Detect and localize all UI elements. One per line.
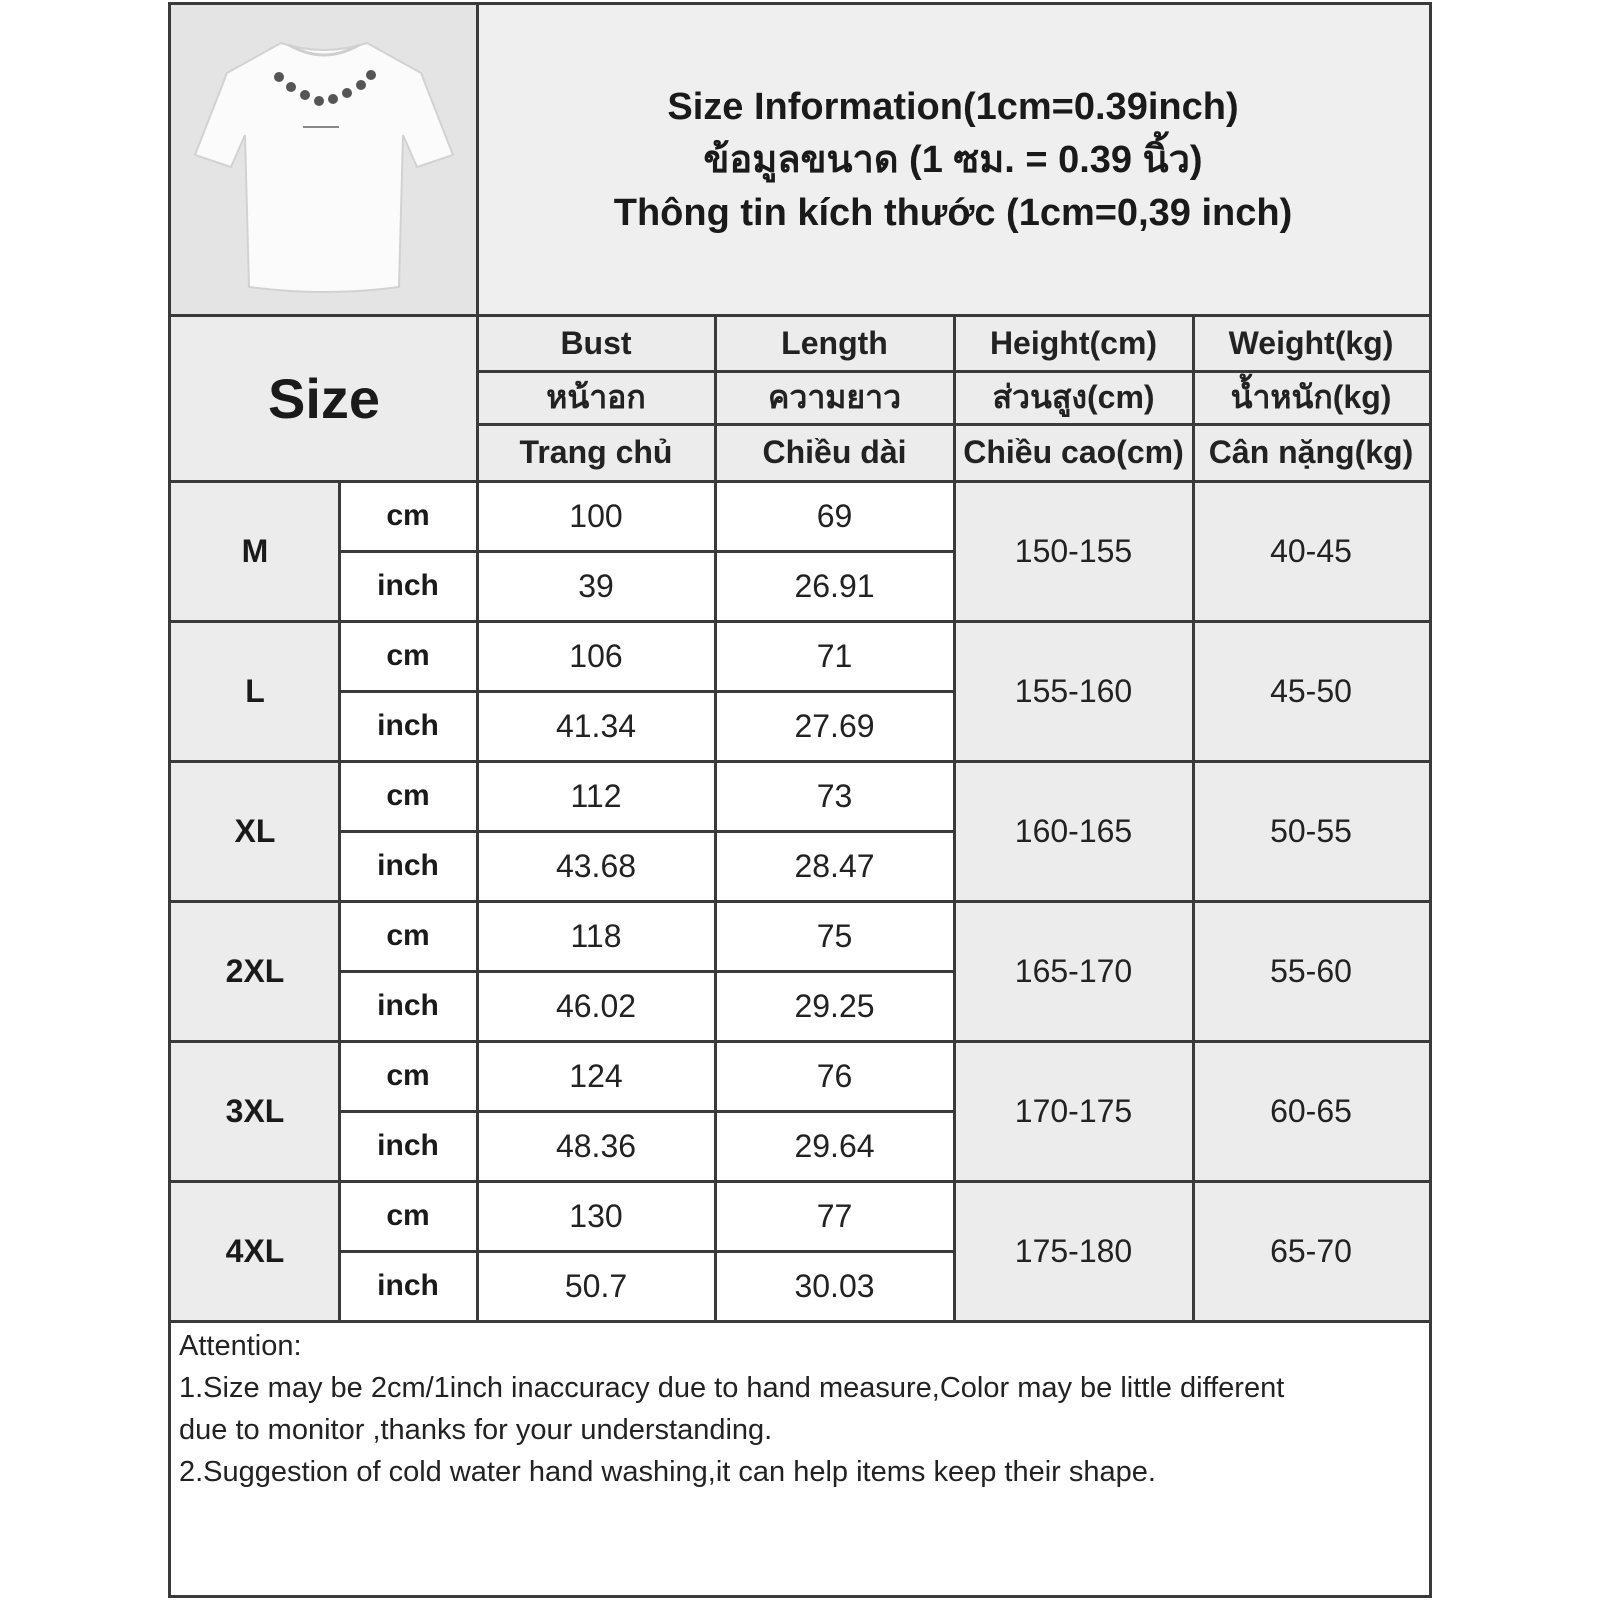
weight-range: 65-70 <box>1193 1181 1429 1321</box>
note-line2: 2.Suggestion of cold water hand washing,it can help items keep their shape. <box>179 1456 1156 1488</box>
grid-line <box>339 1250 954 1253</box>
grid-line <box>953 481 956 1321</box>
grid-line <box>339 690 954 693</box>
height-range: 160-165 <box>954 761 1193 901</box>
column-header-en: Bust <box>477 315 715 371</box>
grid-line <box>171 314 1429 317</box>
size-name: 3XL <box>171 1041 339 1181</box>
length-inch: 28.47 <box>715 831 954 901</box>
grid-line <box>171 620 1429 623</box>
bust-cm: 106 <box>477 621 715 691</box>
length-cm: 75 <box>715 901 954 971</box>
column-header-en: Height(cm) <box>954 315 1193 371</box>
unit-inch-label: inch <box>339 971 477 1041</box>
grid-line <box>171 1180 1429 1183</box>
unit-inch-label: inch <box>339 691 477 761</box>
bust-cm: 124 <box>477 1041 715 1111</box>
column-header-th: ส่วนสูง(cm) <box>954 371 1193 424</box>
note-heading: Attention: <box>179 1330 302 1362</box>
tshirt-image <box>171 5 477 315</box>
column-header-vi: Trang chủ <box>477 424 715 481</box>
length-inch: 29.64 <box>715 1111 954 1181</box>
grid-line <box>339 550 954 553</box>
grid-line <box>953 315 956 481</box>
grid-line <box>171 480 1429 483</box>
column-header-th: หน้าอก <box>477 371 715 424</box>
bust-cm: 112 <box>477 761 715 831</box>
length-inch: 29.25 <box>715 971 954 1041</box>
length-inch: 30.03 <box>715 1251 954 1321</box>
grid-line <box>339 1110 954 1113</box>
unit-cm-label: cm <box>339 621 477 691</box>
attention-notes <box>171 1321 1429 1595</box>
height-range: 155-160 <box>954 621 1193 761</box>
height-range: 175-180 <box>954 1181 1193 1321</box>
unit-inch-label: inch <box>339 831 477 901</box>
length-cm: 77 <box>715 1181 954 1251</box>
note-line1b: due to monitor ,thanks for your understanding. <box>179 1414 773 1446</box>
grid-line <box>1192 481 1195 1321</box>
title-thai: ข้อมูลขนาด (1 ซม. = 0.39 นิ้ว) <box>703 138 1203 181</box>
unit-cm-label: cm <box>339 1041 477 1111</box>
length-cm: 76 <box>715 1041 954 1111</box>
unit-cm-label: cm <box>339 901 477 971</box>
weight-range: 45-50 <box>1193 621 1429 761</box>
length-inch: 27.69 <box>715 691 954 761</box>
length-inch: 26.91 <box>715 551 954 621</box>
column-header-vi: Chiều cao(cm) <box>954 424 1193 481</box>
bust-cm: 100 <box>477 481 715 551</box>
grid-line <box>476 5 479 481</box>
product-image <box>171 5 477 315</box>
note-line1a: 1.Size may be 2cm/1inch inaccuracy due to hand measure,Color may be little different <box>179 1372 1285 1404</box>
weight-range: 40-45 <box>1193 481 1429 621</box>
column-header-th: น้ำหนัก(kg) <box>1193 371 1429 424</box>
bust-inch: 48.36 <box>477 1111 715 1181</box>
bust-cm: 130 <box>477 1181 715 1251</box>
grid-line <box>338 481 341 1321</box>
size-header: Size <box>171 315 477 481</box>
bust-inch: 43.68 <box>477 831 715 901</box>
unit-cm-label: cm <box>339 481 477 551</box>
weight-range: 50-55 <box>1193 761 1429 901</box>
bust-inch: 39 <box>477 551 715 621</box>
height-range: 165-170 <box>954 901 1193 1041</box>
bust-inch: 50.7 <box>477 1251 715 1321</box>
size-chart <box>168 2 1432 1598</box>
grid-line <box>1192 315 1195 481</box>
column-header-th: ความยาว <box>715 371 954 424</box>
unit-cm-label: cm <box>339 1181 477 1251</box>
title-vietnamese: Thông tin kích thước (1cm=0,39 inch) <box>613 191 1293 234</box>
height-range: 170-175 <box>954 1041 1193 1181</box>
column-header-en: Length <box>715 315 954 371</box>
weight-range: 55-60 <box>1193 901 1429 1041</box>
grid-line <box>171 1040 1429 1043</box>
unit-inch-label: inch <box>339 551 477 621</box>
length-cm: 71 <box>715 621 954 691</box>
column-header-vi: Chiều dài <box>715 424 954 481</box>
weight-range: 60-65 <box>1193 1041 1429 1181</box>
unit-inch-label: inch <box>339 1111 477 1181</box>
grid-line <box>339 970 954 973</box>
size-name: 2XL <box>171 901 339 1041</box>
size-name: L <box>171 621 339 761</box>
size-name: 4XL <box>171 1181 339 1321</box>
length-cm: 69 <box>715 481 954 551</box>
grid-line <box>339 830 954 833</box>
title-english: Size Information(1cm=0.39inch) <box>667 85 1239 128</box>
grid-line <box>714 315 717 481</box>
bust-inch: 46.02 <box>477 971 715 1041</box>
column-header-en: Weight(kg) <box>1193 315 1429 371</box>
column-header-vi: Cân nặng(kg) <box>1193 424 1429 481</box>
unit-inch-label: inch <box>339 1251 477 1321</box>
bust-cm: 118 <box>477 901 715 971</box>
height-range: 150-155 <box>954 481 1193 621</box>
grid-line <box>714 481 717 1321</box>
title-block <box>477 5 1429 315</box>
length-cm: 73 <box>715 761 954 831</box>
size-name: M <box>171 481 339 621</box>
unit-cm-label: cm <box>339 761 477 831</box>
size-name: XL <box>171 761 339 901</box>
grid-line <box>171 760 1429 763</box>
grid-line <box>171 900 1429 903</box>
grid-line <box>476 481 479 1321</box>
bust-inch: 41.34 <box>477 691 715 761</box>
